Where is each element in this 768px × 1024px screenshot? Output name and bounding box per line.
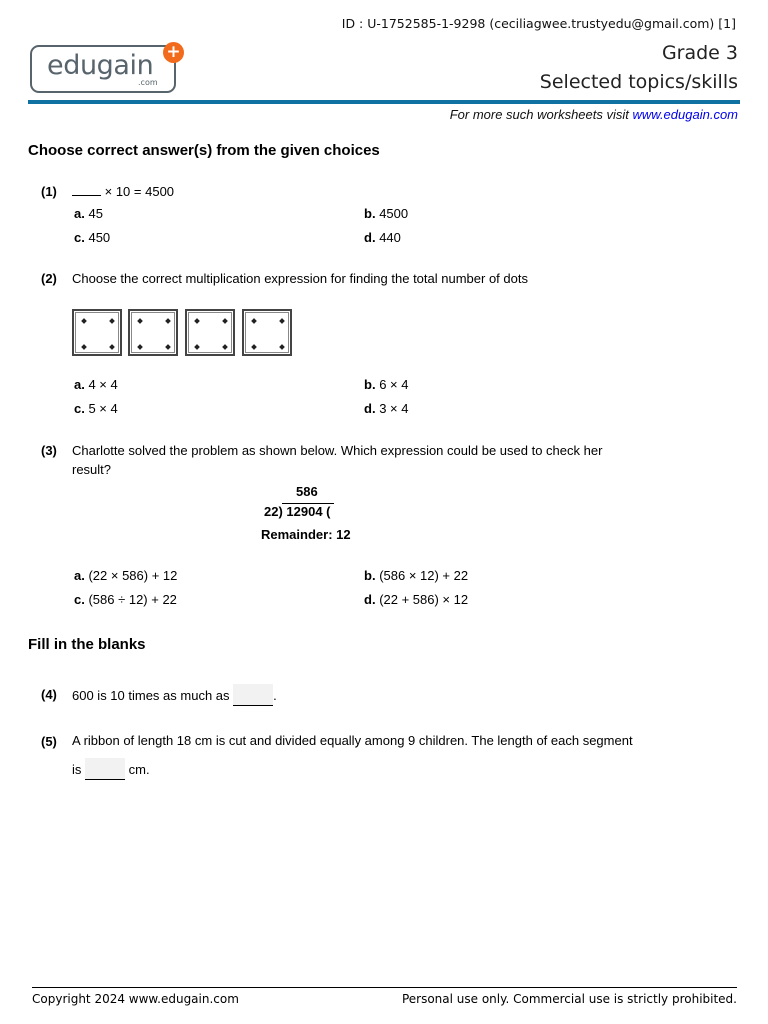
option-b[interactable]: b. 4500 [364, 206, 409, 221]
option-d[interactable]: d. 3 × 4 [364, 401, 409, 416]
grade-title: Grade 3 [661, 42, 738, 64]
division-divisor: 22 [264, 504, 279, 519]
question-text-continued: is cm. [72, 758, 150, 780]
question-number: (2) [41, 271, 57, 286]
section-heading-fill: Fill in the blanks [28, 636, 146, 653]
topics-title: Selected topics/skills [539, 71, 738, 93]
copyright: Copyright 2024 www.edugain.com [32, 992, 239, 1006]
question-text: A ribbon of length 18 cm is cut and divided equally among 9 children. The length of each segment [72, 733, 633, 748]
question-text-rest: × 10 = 4500 [104, 184, 175, 199]
edugain-link[interactable]: www.edugain.com [632, 107, 738, 122]
plus-icon: + [163, 42, 184, 63]
question-text [72, 182, 174, 201]
more-worksheets-text: For more such worksheets visit [449, 107, 633, 122]
dot-group [185, 309, 235, 356]
answer-input[interactable] [233, 684, 273, 706]
option-a[interactable]: a. (22 × 586) + 12 [74, 568, 178, 583]
option-b[interactable]: b. (586 × 12) + 22 [364, 568, 469, 583]
division-dividend: ) 12904 ( [278, 504, 331, 519]
dot-group [72, 309, 122, 356]
logo-wordmark: edugain [47, 50, 154, 81]
header-divider [28, 100, 740, 104]
option-b[interactable]: b. 6 × 4 [364, 377, 409, 392]
footer-divider [32, 987, 737, 988]
division-expression [264, 504, 331, 519]
usage-notice: Personal use only. Commercial use is strictly prohibited. [401, 992, 737, 1006]
option-a[interactable]: a. 4 × 4 [74, 377, 118, 392]
question-number: (5) [41, 734, 57, 749]
option-d[interactable]: d. (22 + 586) × 12 [364, 592, 469, 607]
worksheet-id: ID : U-1752585-1-9298 (ceciliagwee.trustyedu@gmail.com) [1] [341, 16, 736, 31]
answer-blank [72, 185, 101, 196]
option-c[interactable]: c. 5 × 4 [74, 401, 118, 416]
option-d[interactable]: d. 440 [364, 230, 401, 245]
answer-input[interactable] [85, 758, 125, 780]
logo-domain: .com [138, 78, 158, 87]
option-a[interactable]: a. 45 [74, 206, 103, 221]
question-number: (3) [41, 443, 57, 458]
question-number: (1) [41, 184, 57, 199]
division-remainder: Remainder: 12 [261, 527, 351, 542]
question-text: 600 is 10 times as much as . [72, 684, 277, 706]
option-c[interactable]: c. (586 ÷ 12) + 22 [74, 592, 177, 607]
question-number: (4) [41, 687, 57, 702]
section-heading-choose: Choose correct answer(s) from the given choices [28, 142, 380, 159]
more-worksheets-note [450, 107, 738, 122]
option-c[interactable]: c. 450 [74, 230, 111, 245]
question-text: Choose the correct multiplication expression for finding the total number of dots [72, 271, 528, 286]
edugain-logo[interactable] [30, 45, 176, 93]
dot-group [128, 309, 178, 356]
dot-group [242, 309, 292, 356]
question-text: Charlotte solved the problem as shown below. Which expression could be used to check her result? [72, 443, 603, 477]
division-quotient: 586 [296, 484, 318, 499]
